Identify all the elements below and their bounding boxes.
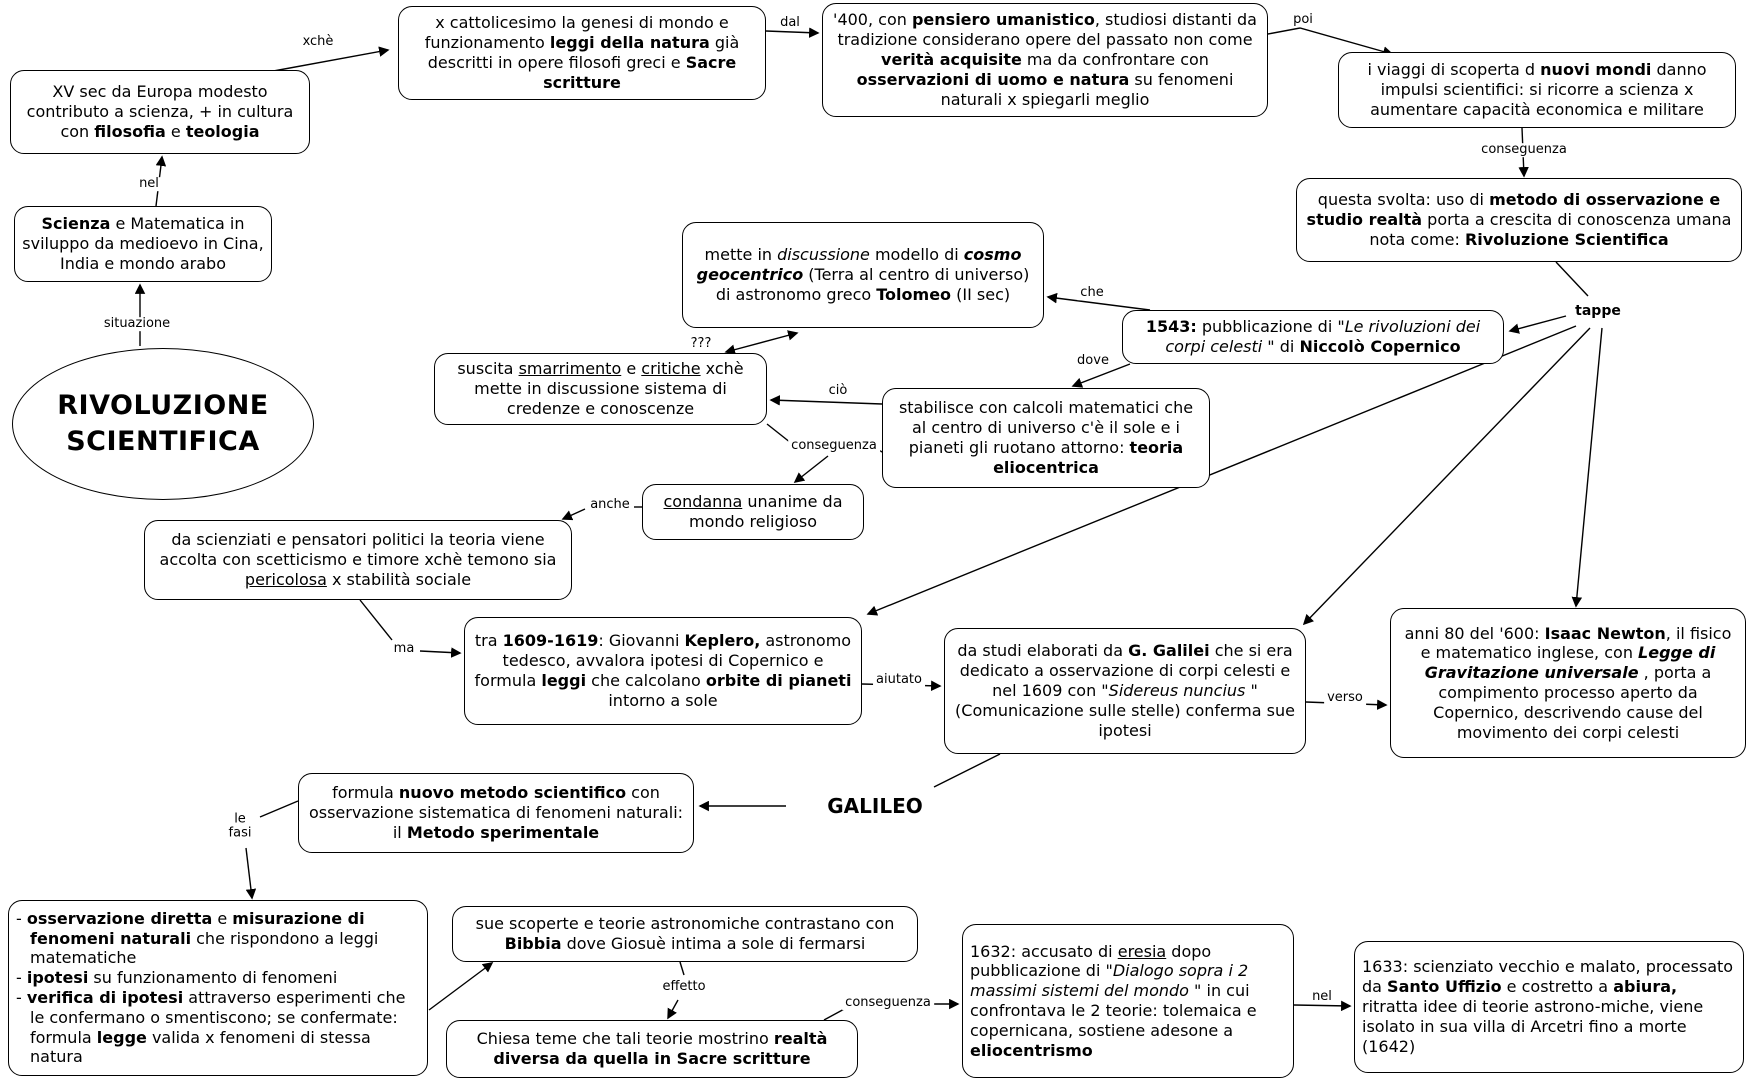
node-keplero	[464, 617, 862, 725]
edge-line-e1	[268, 50, 388, 72]
node-text-condanna: condanna unanime da mondo religioso	[663, 492, 843, 531]
node-chiesa	[446, 1020, 858, 1078]
edge-line-e21	[246, 848, 252, 898]
edge-label-e1: xchè	[300, 35, 337, 49]
edge-label-e19: aiutato	[873, 673, 925, 687]
node-text-fasi: - osservazione diretta e misurazione di fenomeni naturali che rispondono a leggi matematiche - ipotesi su funzionamento di fenomeni - verifica di ipotesi attraverso esperimenti che le confermano o smentiscono; se confermate: formula legge valida x fenomeni di stessa natura	[16, 908, 406, 1067]
edge-line-e23	[680, 962, 684, 975]
edge-line-e2	[766, 31, 818, 33]
node-condanna	[642, 484, 864, 540]
edge-line-e22	[429, 963, 492, 1010]
node-text-newton: anni 80 del '600: Isaac Newton, il fisico e matematico inglese, con Legge di Gravitazione universale , porta a compimento processo aperto da Copernico, descrivendo cause del movimento dei corpi celesti	[1404, 623, 1732, 742]
edge-line-e17	[1576, 328, 1602, 606]
edge-label-e7: che	[1077, 286, 1106, 300]
edge-line-e11	[795, 456, 828, 482]
edge-line-e18	[420, 651, 460, 653]
node-scienza	[14, 206, 272, 282]
edge-line-e10	[771, 400, 882, 404]
node-scetticismo	[144, 520, 572, 600]
edge-label-e12: anche	[587, 498, 633, 512]
node-text-chiesa: Chiesa teme che tali teorie mostrino realtà diversa da quella in Sacre scritture	[476, 1029, 828, 1068]
node-metodo	[298, 773, 694, 853]
node-text-galilei: da studi elaborati da G. Galilei che si era dedicato a osservazione di corpi celesti e nel 1609 con "Sidereus nuncius " (Comunicazione sulle stelle) conferma sue ipotesi	[955, 641, 1295, 740]
node-text-scetticismo: da scienziati e pensatori politici la teoria viene accolta con scetticismo e timore xchè temono sia pericolosa x stabilità sociale	[159, 530, 557, 589]
node-cosmo	[682, 222, 1044, 328]
edge-label-e6: situazione	[101, 317, 173, 331]
node-p1633	[1354, 941, 1744, 1073]
edge-label-e21: le fasi	[226, 812, 255, 839]
node-text-p1543: 1543: pubblicazione di "Le rivoluzioni dei corpi celesti " di Niccolò Copernico	[1145, 317, 1481, 356]
node-text-tappe: tappe	[1575, 303, 1621, 320]
edge-line-e18	[360, 600, 392, 640]
edge-label-e24: conseguenza	[842, 996, 934, 1010]
node-tappe	[1560, 298, 1636, 326]
node-svolta	[1296, 178, 1742, 262]
node-text-stabilisce: stabilisce con calcoli matematici che al centro di universo c'è il sole e i pianeti gli ruotano attorno: teoria eliocentrica	[898, 398, 1194, 477]
node-text-keplero: tra 1609-1619: Giovanni Keplero, astronomo tedesco, avvalora ipotesi di Copernico e formula leggi che calcolano orbite di pianeti intorno a sole	[474, 631, 852, 710]
edge-line-e12	[563, 509, 585, 519]
node-newton	[1390, 608, 1746, 758]
edge-label-e18: ma	[391, 642, 418, 656]
node-text-viaggi: i viaggi di scoperta d nuovi mondi danno impulsi scientifici: si ricorre a scienza x aumentare capacità economica e militare	[1367, 60, 1707, 119]
edge-line-e14	[1510, 316, 1566, 331]
node-text-metodo: formula nuovo metodo scientifico con osservazione sistematica di fenomeni naturali: il Metodo sperimentale	[308, 783, 684, 842]
edge-label-e11: conseguenza	[788, 439, 880, 453]
edge-label-e10: ciò	[826, 384, 851, 398]
node-text-cattolicesimo: x cattolicesimo la genesi di mondo e funzionamento leggi della natura già descritti in opere filosofi greci e Sacre scritture	[424, 13, 740, 92]
edge-label-e9: dove	[1074, 354, 1112, 368]
node-text-cosmo: mette in discussione modello di cosmo geocentrico (Terra al centro di universo) di astronomo greco Tolomeo (II sec)	[696, 245, 1030, 304]
node-scoperte	[452, 906, 918, 962]
edge-label-e20: verso	[1324, 691, 1366, 705]
node-text-quattrocento: '400, con pensiero umanistico, studiosi distanti da tradizione considerano opere del passato non come verità acquisite ma da confrontare con osservazioni di uomo e natura su fenomeni naturali x spiegarli meglio	[833, 10, 1257, 109]
node-text-xv-sec: XV sec da Europa modesto contributo a scienza, + in cultura con filosofia e teologia	[26, 82, 294, 141]
edge-label-e4: conseguenza	[1478, 143, 1570, 157]
edge-line-e25	[1294, 1005, 1350, 1006]
edge-line-e8	[726, 333, 797, 352]
node-cattolicesimo	[398, 6, 766, 100]
edge-line-e3	[1268, 28, 1392, 54]
node-text-galileo: GALILEO	[827, 793, 923, 818]
edge-line-e26	[934, 754, 1000, 787]
edge-label-e3: poi	[1290, 13, 1316, 27]
edge-line-e23	[668, 1000, 678, 1018]
node-text-svolta: questa svolta: uso di metodo di osservazione e studio realtà porta a crescita di conoscenza umana nota come: Rivoluzione Scientifica	[1306, 190, 1732, 249]
node-p1543	[1122, 310, 1504, 364]
edge-label-e2: dal	[777, 16, 803, 30]
node-quattrocento	[822, 3, 1268, 117]
node-rivoluzione	[12, 348, 314, 500]
edge-label-e5: nel	[136, 177, 162, 191]
node-suscita	[434, 353, 767, 425]
node-stabilisce	[882, 388, 1210, 488]
node-galilei	[944, 628, 1306, 754]
node-viaggi	[1338, 52, 1736, 128]
edge-label-e25: nel	[1309, 990, 1335, 1004]
edge-label-e8: ???	[688, 337, 715, 351]
edge-label-e23: effetto	[659, 980, 708, 994]
node-xv-sec	[10, 70, 310, 154]
node-fasi	[8, 900, 428, 1076]
node-galileo	[790, 790, 960, 822]
node-text-suscita: suscita smarrimento e critiche xchè mette in discussione sistema di credenze e conoscenze	[457, 359, 744, 418]
node-p1632	[962, 924, 1294, 1078]
node-text-scienza: Scienza e Matematica in sviluppo da medioevo in Cina, India e mondo arabo	[22, 214, 264, 273]
edge-line-e16	[1304, 328, 1590, 624]
node-text-scoperte: sue scoperte e teorie astronomiche contrastano con Bibbia dove Giosuè intima a sole di fermarsi	[475, 914, 895, 953]
edge-line-e21	[260, 801, 298, 817]
node-text-p1633: 1633: scienziato vecchio e malato, processato da Santo Uffizio e costretto a abiura, ritratta idee di teorie astrono-miche, viene isolato in sua villa di Arcetri fino a morte (1642)	[1362, 957, 1734, 1056]
node-text-p1632: 1632: accusato di eresia dopo pubblicazione di "Dialogo sopra i 2 massimi sistemi del mondo " in cui confrontava le 2 teorie: tolemaica e copernicana, sostiene adesone a eliocentrismo	[970, 941, 1257, 1060]
node-text-rivoluzione: RIVOLUZIONE SCIENTIFICA	[57, 389, 269, 457]
edge-line-e13	[1556, 262, 1588, 296]
